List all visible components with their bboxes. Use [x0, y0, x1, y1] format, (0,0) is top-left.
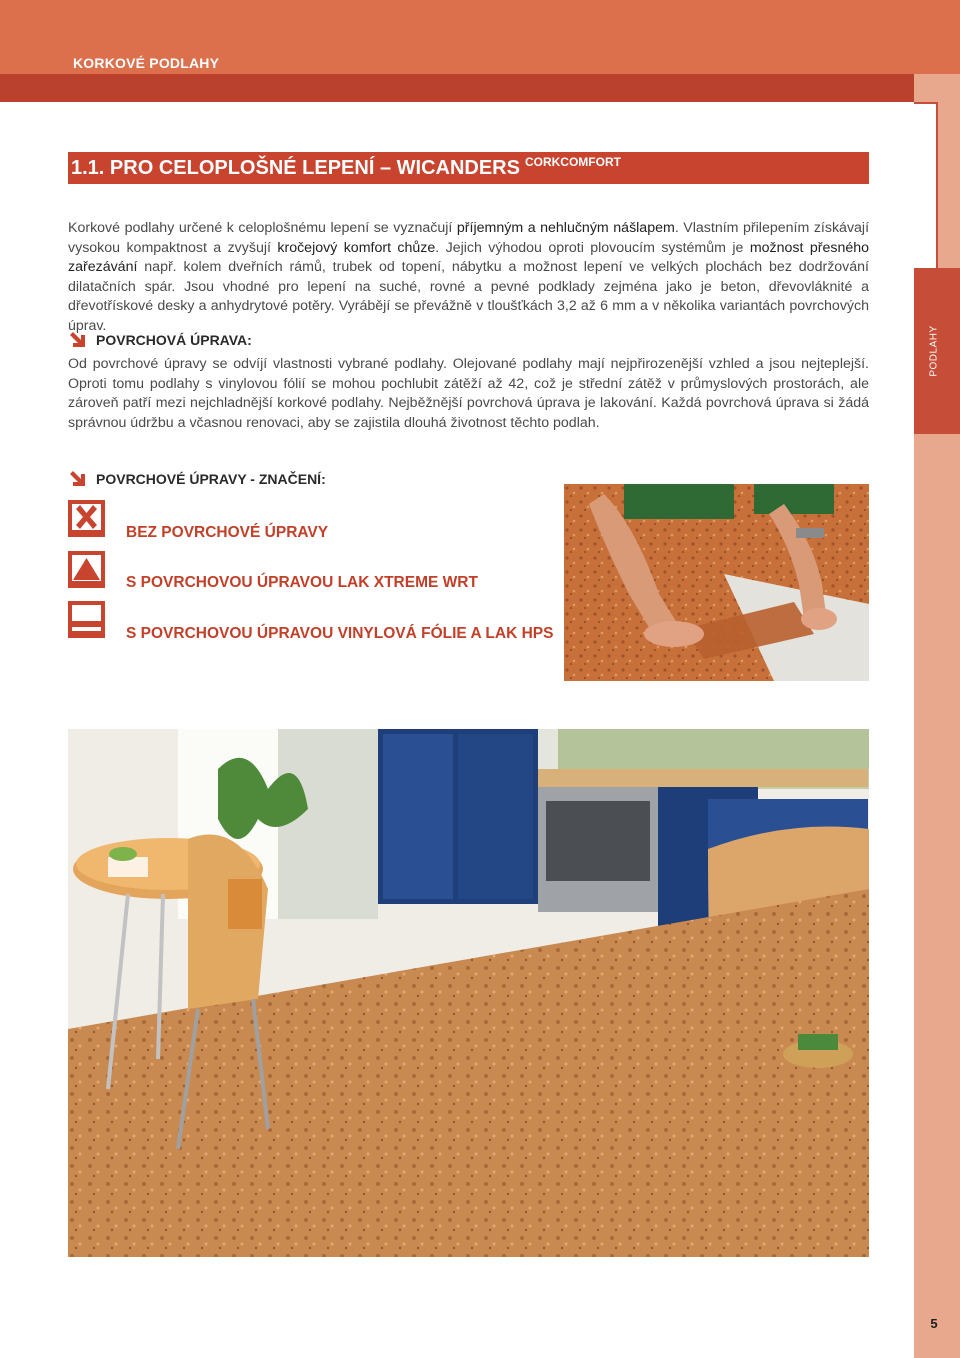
intro-text-4: např. kolem dveřních rámů, trubek od topení, nábytku a možnost lepení ve velkých plochách bez dodržování dilatačních spár. Jsou vhodné pro lepení na suché, rovné a pevné podklady zejména jako je beton, dřevovláknité a dřevotřískové desky a anhydrytové potěry. Vyrábějí se převážně v tloušťkách 3,2 až 6 mm a v několika variantách povrchových úprav.: [68, 259, 869, 334]
cork-installation-photo: [564, 484, 869, 681]
side-tab-label: PODLAHY: [928, 325, 940, 377]
legend-label-no-finish: BEZ POVRCHOVÉ ÚPRAVY: [126, 524, 329, 541]
section-title: [68, 152, 869, 184]
intro-text-2: . Vlastním přilepením získávají vysokou kompaktnost a zvyšují: [68, 220, 870, 256]
marking-heading: [68, 469, 326, 489]
header-title: KORKOVÉ PODLAHY: [73, 55, 220, 71]
section-title-sup: CORKCOMFORT: [524, 155, 621, 169]
arrow-down-right-icon: [68, 469, 88, 489]
intro-text-1: Korkové podlahy určené k celoplošnému lepení se vyznačují: [68, 220, 457, 236]
intro-text-3: . Jejich výhodou oproti plovoucím systémům je: [435, 239, 750, 256]
page-number: 5: [930, 1316, 938, 1331]
intro-paragraph: [68, 219, 869, 337]
section-title-main: 1.1. PRO CELOPLOŠNÉ LEPENÍ – WICANDERS: [71, 156, 520, 179]
side-strip-notch: [914, 102, 938, 268]
intro-highlight-2: kročejový komfort chůze: [277, 239, 436, 256]
legend-label-lacquer: S POVRCHOVOU ÚPRAVOU LAK XTREME WRT: [126, 574, 478, 591]
surface-heading: [68, 330, 252, 350]
surface-paragraph: Od povrchové úpravy se odvíjí vlastnosti vybrané podlahy. Olejované podlahy mají nejpřirozenější vzhled a jsou nejteplejší. Oproti tomu podlahy s vinylovou fólií se mohou pochlubit zátěží až 42, což je střední zátěž v průmyslových prostorách, ale zároveň patří mezi nejchladnější korkové podlahy. Nejběžnější povrchová úprava je lakování. Každá povrchová úprava si žádá správnou údržbu a včasnou renovaci, aby se zajistila dlouhá životnost těchto podlah.: [68, 356, 869, 431]
intro-highlight-1: příjemným a nehlučným nášlapem: [456, 220, 675, 236]
kitchen-cork-floor-photo: [68, 729, 869, 1257]
intro-highlight-3: možnost přesného zařezávání: [68, 239, 870, 276]
no-finish-icon: [68, 500, 105, 537]
arrow-down-right-icon: [68, 330, 88, 350]
marking-heading-text: POVRCHOVÉ ÚPRAVY - ZNAČENÍ:: [96, 471, 326, 487]
vinyl-finish-icon: [68, 601, 105, 638]
surface-heading-text: POVRCHOVÁ ÚPRAVA:: [96, 332, 252, 348]
legend-label-vinyl: S POVRCHOVOU ÚPRAVOU VINYLOVÁ FÓLIE A LAK HPS: [126, 625, 554, 642]
header-band-dark: [0, 74, 914, 102]
lacquer-finish-icon: [68, 551, 105, 588]
